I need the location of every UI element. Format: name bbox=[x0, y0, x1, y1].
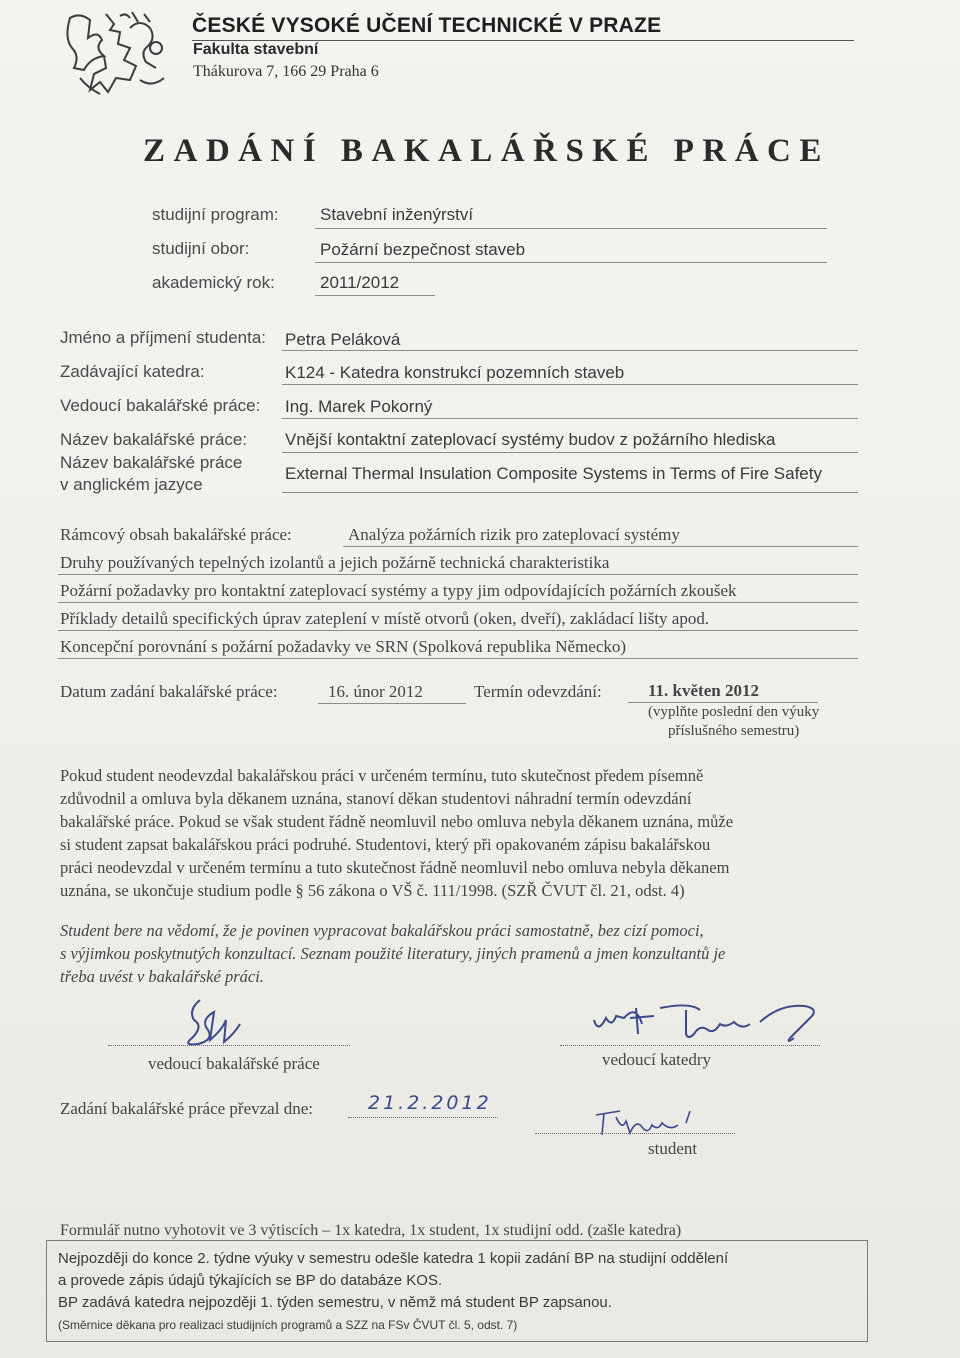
content-underline-1 bbox=[343, 546, 858, 547]
assigned-date-label: Datum zadání bakalářské práce: bbox=[60, 682, 278, 701]
document-title: ZADÁNÍ BAKALÁŘSKÉ PRÁCE bbox=[143, 133, 830, 169]
deadline-note-line2: příslušného semestru) bbox=[668, 723, 800, 739]
faculty-address: Thákurova 7, 166 29 Praha 6 bbox=[193, 63, 379, 80]
rules-line-6: uznána, se ukončuje studium podle § 56 zákona o VŠ č. 111/1998. (SZŘ ČVUT čl. 21, odst. 4) bbox=[60, 881, 685, 900]
supervisor-value: Ing. Marek Pokorný bbox=[285, 397, 433, 416]
year-label: akademický rok: bbox=[152, 273, 275, 292]
student-name-value: Petra Peláková bbox=[285, 330, 401, 349]
student-signature-caption: student bbox=[648, 1139, 698, 1158]
footer-note-line-2: a provede zápis údajů týkajících se BP do databáze KOS. bbox=[58, 1272, 443, 1289]
notice-line-3: třeba uvést v bakalářské práci. bbox=[60, 967, 264, 986]
footer-note-line-4: (Směrnice děkana pro realizaci studijních programů a SZZ na FSv ČVUT čl. 5, odst. 7) bbox=[58, 1318, 518, 1332]
program-label: studijní program: bbox=[152, 205, 279, 224]
content-label: Rámcový obsah bakalářské práce: bbox=[60, 525, 292, 544]
year-underline bbox=[315, 295, 435, 296]
footer-note-line-3: BP zadává katedra nejpozději 1. týden semestru, v němž má student BP zapsanou. bbox=[58, 1294, 612, 1311]
received-label: Zadání bakalářské práce převzal dne: bbox=[60, 1099, 313, 1118]
rules-line-1: Pokud student neodevzdal bakalářskou práci v určeném termínu, tuto skutečnost předem písemně bbox=[60, 766, 704, 785]
content-line-1: Analýza požárních rizik pro zateplovací systémy bbox=[348, 525, 680, 544]
content-line-4: Příklady detailů specifických úprav zateplení v místě otvorů (oken, dveří), zakládací lišty apod. bbox=[60, 609, 710, 628]
content-line-2: Druhy používaných tepelných izolantů a jejich požárně technická charakteristika bbox=[60, 553, 610, 572]
university-logo bbox=[60, 8, 180, 100]
deadline-label: Termín odevzdání: bbox=[474, 682, 602, 701]
supervisor-signature-caption: vedoucí bakalářské práce bbox=[148, 1054, 320, 1073]
rules-line-4: si student zapsat bakalářskou práci podruhé. Studentovi, který při opakovaném zápisu bakalářskou bbox=[60, 835, 711, 854]
notice-line-1: Student bere na vědomí, že je povinen vypracovat bakalářskou práci samostatně, bez cizí pomoci, bbox=[60, 921, 704, 940]
student-name-label: Jméno a příjmení studenta: bbox=[60, 328, 267, 347]
student-signature-line bbox=[535, 1133, 735, 1134]
year-value: 2011/2012 bbox=[320, 273, 400, 292]
assigned-date-value: 16. únor 2012 bbox=[328, 682, 423, 701]
head-signature bbox=[590, 994, 830, 1050]
assigned-date-underline bbox=[318, 703, 466, 704]
supervisor-label: Vedoucí bakalářské práce: bbox=[60, 396, 261, 415]
thesis-title-label: Název bakalářské práce: bbox=[60, 430, 248, 449]
received-date: 21.2.2012 bbox=[368, 1092, 492, 1114]
content-line-5: Koncepční porovnání s požární požadavky ve SRN (Spolková republika Německo) bbox=[60, 637, 627, 656]
field-value: Požární bezpečnost staveb bbox=[320, 240, 526, 259]
thesis-title-value: Vnější kontaktní zateplovací systémy budov z požárního hlediska bbox=[285, 430, 776, 449]
department-value: K124 - Katedra konstrukcí pozemních staveb bbox=[285, 363, 625, 382]
supervisor-signature-line bbox=[108, 1045, 350, 1046]
field-label: studijní obor: bbox=[152, 239, 250, 258]
student-name-underline bbox=[282, 350, 858, 351]
department-label: Zadávající katedra: bbox=[60, 362, 205, 381]
supervisor-signature bbox=[170, 990, 260, 1052]
thesis-en-label-line1: Název bakalářské práce bbox=[60, 453, 243, 472]
supervisor-underline bbox=[282, 418, 858, 419]
thesis-en-underline bbox=[282, 492, 858, 493]
head-signature-caption: vedoucí katedry bbox=[602, 1050, 712, 1069]
deadline-value: 11. květen 2012 bbox=[648, 681, 759, 700]
rules-line-5: práci neodevzdal v určeném termínu a tuto skutečnost řádně neomluvil nebo omluva nebyla děkanem bbox=[60, 858, 730, 877]
program-value: Stavební inženýrství bbox=[320, 205, 474, 224]
thesis-en-value: External Thermal Insulation Composite Systems in Terms of Fire Safety bbox=[285, 464, 822, 483]
thesis-en-label-line2: v anglickém jazyce bbox=[60, 475, 203, 494]
program-underline bbox=[315, 228, 827, 229]
footer-note-line-1: Nejpozději do konce 2. týdne výuky v semestru odešle katedra 1 kopii zadání BP na studijní oddělení bbox=[58, 1250, 729, 1267]
content-underline-5 bbox=[58, 658, 858, 659]
thesis-title-underline bbox=[282, 452, 858, 453]
form-instruction: Formulář nutno vyhotovit ve 3 výtiscích – 1x katedra, 1x student, 1x studijní odd. (zašle katedra) bbox=[60, 1222, 682, 1239]
content-underline-4 bbox=[58, 630, 858, 631]
head-signature-line bbox=[560, 1045, 820, 1046]
deadline-note-line1: (vyplňte poslední den výuky bbox=[648, 704, 820, 720]
rules-line-2: zdůvodnil a omluva byla děkanem uznána, stanoví děkan studentovi náhradní termín odevzdání bbox=[60, 789, 692, 808]
received-date-line bbox=[348, 1117, 498, 1118]
content-line-3: Požární požadavky pro kontaktní zateplovací systémy a typy jim odpovídajících požárních zkoušek bbox=[60, 581, 737, 600]
field-underline bbox=[315, 262, 827, 263]
content-underline-2 bbox=[58, 574, 858, 575]
university-name: ČESKÉ VYSOKÉ UČENÍ TECHNICKÉ V PRAZE bbox=[192, 14, 662, 37]
rules-line-3: bakalářské práce. Pokud se však student řádně neomluvil nebo omluva nebyla děkanem uznána, může bbox=[60, 812, 734, 831]
faculty-name: Fakulta stavební bbox=[193, 41, 319, 58]
department-underline bbox=[282, 384, 858, 385]
notice-line-2: s výjimkou poskytnutých konzultací. Seznam použité literatury, jiných pramenů a jmen konzultantů je bbox=[60, 944, 726, 963]
deadline-underline bbox=[628, 702, 818, 703]
student-signature bbox=[590, 1105, 710, 1141]
content-underline-3 bbox=[58, 602, 858, 603]
